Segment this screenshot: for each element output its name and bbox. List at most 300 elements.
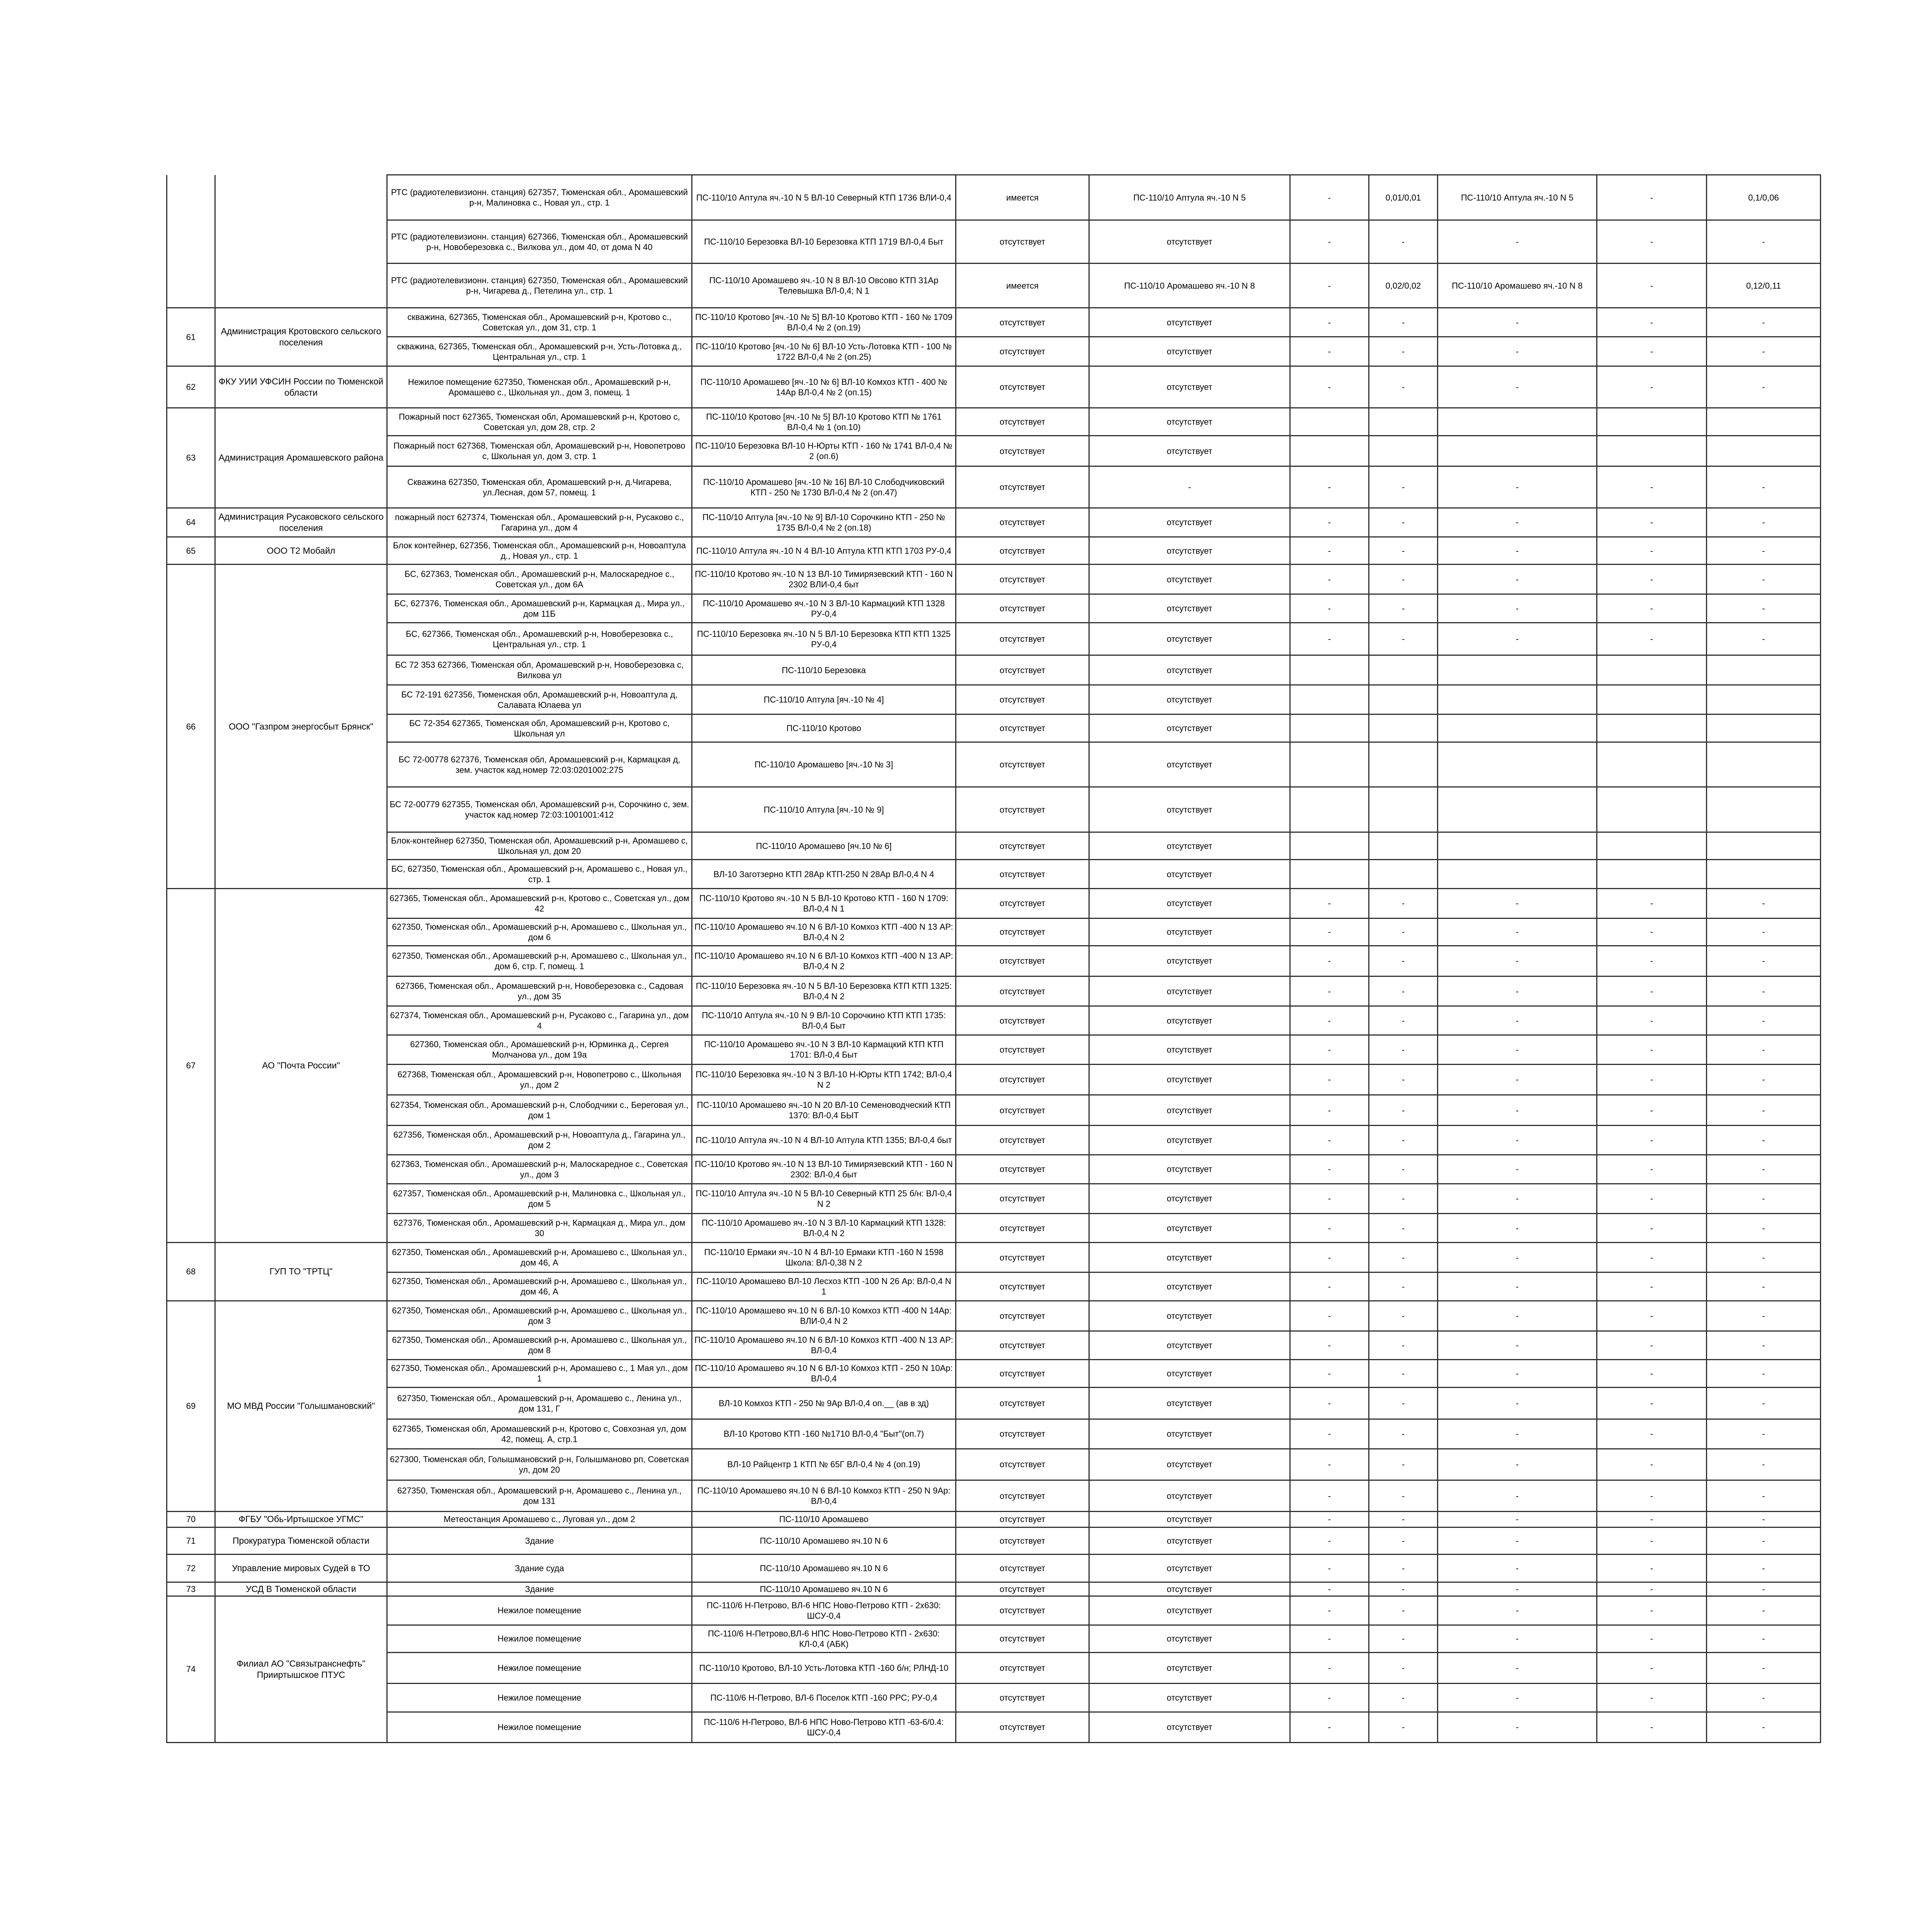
status-1-cell: отсутствует bbox=[956, 1272, 1089, 1301]
table-row bbox=[167, 1006, 1821, 1035]
supply-point-2-cell bbox=[1438, 655, 1597, 685]
power-source-cell: ПС-110/10 Аптула яч.-10 N 4 ВЛ-10 Аптула КТП КТП 1703 РУ-0,4 bbox=[692, 537, 956, 565]
supply-point-1-cell: отсутствует bbox=[1089, 366, 1290, 408]
supply-point-1-cell: отсутствует bbox=[1089, 742, 1290, 787]
value-1-cell: - bbox=[1290, 565, 1369, 594]
value-4-cell: - bbox=[1707, 366, 1821, 408]
status-1-cell: отсутствует bbox=[956, 1184, 1089, 1214]
power-source-cell: ПС-110/10 Аромашево яч.10 N 6 ВЛ-10 Комхоз КТП -400 N 13 АР: ВЛ-0,4 N 2 bbox=[692, 946, 956, 976]
power-source-cell: ПС-110/10 Аромашево яч.10 N 6 bbox=[692, 1555, 956, 1582]
value-4-cell: - bbox=[1707, 1449, 1821, 1480]
value-1-cell: - bbox=[1290, 1064, 1369, 1095]
object-address-cell: Здание bbox=[387, 1527, 692, 1554]
value-2-cell: - bbox=[1369, 1527, 1438, 1554]
value-1-cell bbox=[1290, 860, 1369, 889]
object-address-cell: Пожарный пост 627368, Тюменская обл, Аромашевский р-н, Новопетрово с, Школьная ул, дом 3, стр. 1 bbox=[387, 436, 692, 466]
supply-point-1-cell: отсутствует bbox=[1089, 436, 1290, 466]
supply-point-2-cell: - bbox=[1438, 537, 1597, 565]
supply-point-1-cell: отсутствует bbox=[1089, 337, 1290, 366]
table-row bbox=[167, 860, 1821, 889]
value-2-cell: - bbox=[1369, 1625, 1438, 1652]
object-address-cell: скважина, 627365, Тюменская обл., Аромашевский р-н, Усть-Лотовка д., Центральная ул., стр. 1 bbox=[387, 337, 692, 366]
status-1-cell: отсутствует bbox=[956, 860, 1089, 889]
object-address-cell: Нежилое помещение bbox=[387, 1652, 692, 1684]
power-source-cell: ПС-110/10 Кротово [яч.-10 № 6] ВЛ-10 Усть-Лотовка КТП - 100 № 1722 ВЛ-0,4 № 2 (оп.25) bbox=[692, 337, 956, 366]
value-1-cell: - bbox=[1290, 466, 1369, 508]
value-2-cell: - bbox=[1369, 1006, 1438, 1035]
power-source-cell: ПС-110/10 Березовка яч.-10 N 5 ВЛ-10 Березовка КТП КТП 1325 РУ-0,4 bbox=[692, 623, 956, 655]
power-source-cell: ПС-110/10 Аптула яч.-10 N 5 ВЛ-10 Северный КТП 1736 ВЛИ-0,4 bbox=[692, 175, 956, 220]
object-address-cell: 627350, Тюменская обл., Аромашевский р-н, Аромашево с., Школьная ул., дом 46, А bbox=[387, 1272, 692, 1301]
value-2-cell bbox=[1369, 685, 1438, 714]
value-2-cell bbox=[1369, 655, 1438, 685]
value-1-cell: - bbox=[1290, 1625, 1369, 1652]
table-row bbox=[167, 1035, 1821, 1065]
supply-point-2-cell: - bbox=[1438, 946, 1597, 976]
value-2-cell: - bbox=[1369, 1596, 1438, 1625]
power-source-cell: ПС-110/10 Аптула [яч.-10 № 4] bbox=[692, 685, 956, 714]
power-source-cell: ПС-110/10 Аромашево [яч.10 № 6] bbox=[692, 832, 956, 860]
supply-point-1-cell: отсутствует bbox=[1089, 1095, 1290, 1126]
supply-point-2-cell: - bbox=[1438, 1652, 1597, 1684]
object-address-cell: Блок-контейнер 627350, Тюменская обл, Аромашевский р-н, Аромашево с, Школьная ул, дом 20 bbox=[387, 832, 692, 860]
power-source-cell: ПС-110/10 Аромашево яч.-10 N 3 ВЛ-10 Кармацкий КТП 1328: ВЛ-0,4 N 2 bbox=[692, 1213, 956, 1243]
value-3-cell: - bbox=[1597, 1095, 1707, 1126]
value-3-cell: - bbox=[1597, 1243, 1707, 1272]
value-1-cell: - bbox=[1290, 1449, 1369, 1480]
organization-name: Прокуратура Тюменской области bbox=[215, 1527, 387, 1554]
organization-name: Администрация Аромашевского района bbox=[215, 408, 387, 508]
supply-point-1-cell: отсутствует bbox=[1089, 1652, 1290, 1684]
supply-point-1-cell: отсутствует bbox=[1089, 1388, 1290, 1419]
table-row bbox=[167, 565, 1821, 594]
value-4-cell bbox=[1707, 408, 1821, 436]
supply-point-1-cell: отсутствует bbox=[1089, 1582, 1290, 1596]
supply-point-1-cell: отсутствует bbox=[1089, 787, 1290, 832]
value-4-cell: - bbox=[1707, 946, 1821, 976]
value-2-cell: - bbox=[1369, 1243, 1438, 1272]
value-1-cell bbox=[1290, 436, 1369, 466]
supply-point-1-cell: отсутствует bbox=[1089, 1331, 1290, 1360]
status-1-cell: отсутствует bbox=[956, 1582, 1089, 1596]
power-source-cell: ПС-110/10 Аромашево [яч.-10 № 3] bbox=[692, 742, 956, 787]
object-address-cell: 627376, Тюменская обл., Аромашевский р-н, Кармацкая д., Мира ул., дом 30 bbox=[387, 1213, 692, 1243]
table-row bbox=[167, 1331, 1821, 1360]
value-1-cell bbox=[1290, 714, 1369, 742]
status-1-cell: отсутствует bbox=[956, 1155, 1089, 1184]
table-row bbox=[167, 1388, 1821, 1419]
status-1-cell: отсутствует bbox=[956, 337, 1089, 366]
table-row bbox=[167, 1449, 1821, 1480]
organization-name: АО "Почта России" bbox=[215, 889, 387, 1243]
status-1-cell: отсутствует bbox=[956, 918, 1089, 946]
value-4-cell: - bbox=[1707, 1006, 1821, 1035]
supply-point-1-cell: отсутствует bbox=[1089, 1511, 1290, 1527]
value-1-cell: - bbox=[1290, 1480, 1369, 1512]
table-row bbox=[167, 594, 1821, 623]
supply-point-1-cell: отсутствует bbox=[1089, 1684, 1290, 1712]
table-row bbox=[167, 1527, 1821, 1554]
power-source-cell: ПС-110/10 Кротово [яч.-10 № 5] ВЛ-10 Кротово КТП № 1761 ВЛ-0,4 № 1 (оп.10) bbox=[692, 408, 956, 436]
supply-point-2-cell: - bbox=[1438, 918, 1597, 946]
value-3-cell: - bbox=[1597, 623, 1707, 655]
value-2-cell: - bbox=[1369, 337, 1438, 366]
value-4-cell: - bbox=[1707, 1652, 1821, 1684]
supply-point-1-cell: отсутствует bbox=[1089, 685, 1290, 714]
supply-point-1-cell: отсутствует bbox=[1089, 1359, 1290, 1388]
value-3-cell: - bbox=[1597, 220, 1707, 263]
object-address-cell: РТС (радиотелевизионн. станция) 627357, Тюменская обл., Аромашевский р-н, Малиновка с., Новая ул., стр. 1 bbox=[387, 175, 692, 220]
value-4-cell: - bbox=[1707, 1596, 1821, 1625]
power-source-cell: ПС-110/6 Н-Петрово, ВЛ-6 НПС Ново-Петрово КТП -63-6/0.4: ШСУ-0,4 bbox=[692, 1712, 956, 1742]
supply-point-1-cell: отсутствует bbox=[1089, 1480, 1290, 1512]
object-address-cell: Метеостанция Аромашево с., Луговая ул., дом 2 bbox=[387, 1511, 692, 1527]
value-2-cell: - bbox=[1369, 946, 1438, 976]
table-row bbox=[167, 1555, 1821, 1582]
value-2-cell: - bbox=[1369, 594, 1438, 623]
value-3-cell: - bbox=[1597, 1652, 1707, 1684]
table-row bbox=[167, 1184, 1821, 1214]
object-address-cell: Нежилое помещение bbox=[387, 1625, 692, 1652]
table-row bbox=[167, 655, 1821, 685]
object-address-cell: скважина, 627365, Тюменская обл., Аромашевский р-н, Кротово с., Советская ул., дом 31, стр. 1 bbox=[387, 308, 692, 337]
power-source-cell: ПС-110/10 Аромашево ВЛ-10 Лесхоз КТП -100 N 26 Ар: ВЛ-0,4 N 1 bbox=[692, 1272, 956, 1301]
supply-point-2-cell: - bbox=[1438, 1511, 1597, 1527]
value-4-cell: - bbox=[1707, 1184, 1821, 1214]
supply-point-2-cell bbox=[1438, 685, 1597, 714]
supply-point-2-cell: - bbox=[1438, 976, 1597, 1006]
value-1-cell: - bbox=[1290, 623, 1369, 655]
row-number bbox=[167, 175, 215, 308]
power-source-cell: ПС-110/10 Кротово яч.-10 N 5 ВЛ-10 Кротово КТП - 160 N 1709: ВЛ-0,4 N 1 bbox=[692, 889, 956, 919]
data-table bbox=[166, 174, 1821, 1743]
object-address-cell: Блок контейнер, 627356, Тюменская обл., Аромашевский р-н, Новоаптула д., Новая ул., стр. 1 bbox=[387, 537, 692, 565]
value-1-cell: - bbox=[1290, 1652, 1369, 1684]
value-2-cell: - bbox=[1369, 1155, 1438, 1184]
object-address-cell: 627350, Тюменская обл., Аромашевский р-н, Аромашево с., Ленина ул., дом 131, Г bbox=[387, 1388, 692, 1419]
value-3-cell: - bbox=[1597, 1555, 1707, 1582]
row-number: 67 bbox=[167, 889, 215, 1243]
value-1-cell: - bbox=[1290, 976, 1369, 1006]
status-1-cell: отсутствует bbox=[956, 366, 1089, 408]
organization-name bbox=[215, 175, 387, 308]
value-4-cell: - bbox=[1707, 1511, 1821, 1527]
supply-point-2-cell: - bbox=[1438, 1449, 1597, 1480]
status-1-cell: отсутствует bbox=[956, 1388, 1089, 1419]
value-3-cell: - bbox=[1597, 1125, 1707, 1155]
table-row bbox=[167, 623, 1821, 655]
status-1-cell: отсутствует bbox=[956, 1480, 1089, 1512]
value-2-cell: - bbox=[1369, 366, 1438, 408]
supply-point-1-cell: отсутствует bbox=[1089, 1555, 1290, 1582]
power-source-cell: ПС-110/10 Кротово яч.-10 N 13 ВЛ-10 Тимирязевский КТП - 160 N 2302: ВЛ-0,4 быт bbox=[692, 1155, 956, 1184]
value-1-cell: - bbox=[1290, 1359, 1369, 1388]
power-source-cell: ПС-110/10 Аромашево яч.-10 N 3 ВЛ-10 Кармацкий КТП 1328 РУ-0,4 bbox=[692, 594, 956, 623]
row-number: 74 bbox=[167, 1596, 215, 1742]
object-address-cell: 627354, Тюменская обл., Аромашевский р-н, Слободчики с., Береговая ул., дом 1 bbox=[387, 1095, 692, 1126]
value-2-cell bbox=[1369, 742, 1438, 787]
status-1-cell: отсутствует bbox=[956, 623, 1089, 655]
object-address-cell: 627350, Тюменская обл., Аромашевский р-н, Аромашево с., Школьная ул., дом 6 bbox=[387, 918, 692, 946]
object-address-cell: Пожарный пост 627365, Тюменская обл, Аромашевский р-н, Кротово с, Советская ул, дом 28, стр. 2 bbox=[387, 408, 692, 436]
table-row bbox=[167, 946, 1821, 976]
value-1-cell: - bbox=[1290, 1155, 1369, 1184]
row-number: 61 bbox=[167, 308, 215, 366]
supply-point-2-cell: - bbox=[1438, 1388, 1597, 1419]
supply-point-2-cell: - bbox=[1438, 1095, 1597, 1126]
value-3-cell: - bbox=[1597, 1625, 1707, 1652]
power-source-cell: ПС-110/10 Аптула яч.-10 N 5 ВЛ-10 Северный КТП 25 б/н: ВЛ-0,4 N 2 bbox=[692, 1184, 956, 1214]
supply-point-2-cell bbox=[1438, 436, 1597, 466]
table-row bbox=[167, 263, 1821, 308]
value-1-cell: - bbox=[1290, 1582, 1369, 1596]
power-source-cell: ПС-110/10 Аромашево яч.-10 N 8 ВЛ-10 Овсово КТП 31Ар Телевышка ВЛ-0,4; N 1 bbox=[692, 263, 956, 308]
object-address-cell: 627366, Тюменская обл., Аромашевский р-н, Новоберезовка с., Садовая ул., дом 35 bbox=[387, 976, 692, 1006]
status-1-cell: отсутствует bbox=[956, 1006, 1089, 1035]
table-row bbox=[167, 1125, 1821, 1155]
value-2-cell: - bbox=[1369, 889, 1438, 919]
supply-point-2-cell bbox=[1438, 408, 1597, 436]
value-2-cell: - bbox=[1369, 537, 1438, 565]
status-1-cell: отсутствует bbox=[956, 787, 1089, 832]
value-2-cell: - bbox=[1369, 1184, 1438, 1214]
supply-point-1-cell: отсутствует bbox=[1089, 832, 1290, 860]
organization-name: Администрация Кротовского сельского поселения bbox=[215, 308, 387, 366]
status-1-cell: имеется bbox=[956, 175, 1089, 220]
value-4-cell: - bbox=[1707, 337, 1821, 366]
value-1-cell: - bbox=[1290, 1095, 1369, 1126]
supply-point-2-cell: - bbox=[1438, 1625, 1597, 1652]
value-3-cell: - bbox=[1597, 508, 1707, 537]
value-4-cell bbox=[1707, 787, 1821, 832]
supply-point-2-cell: - bbox=[1438, 1272, 1597, 1301]
value-4-cell bbox=[1707, 832, 1821, 860]
supply-point-2-cell: - bbox=[1438, 308, 1597, 337]
status-1-cell: отсутствует bbox=[956, 1331, 1089, 1360]
value-4-cell: - bbox=[1707, 1527, 1821, 1554]
supply-point-2-cell: - bbox=[1438, 1064, 1597, 1095]
object-address-cell: 627350, Тюменская обл., Аромашевский р-н, Аромашево с., Школьная ул., дом 46, А bbox=[387, 1243, 692, 1272]
power-source-cell: ПС-110/10 Аромашево яч.10 N 6 ВЛ-10 Комхоз КТП - 250 N 9Ар: ВЛ-0,4 bbox=[692, 1480, 956, 1512]
value-4-cell bbox=[1707, 655, 1821, 685]
supply-point-2-cell bbox=[1438, 860, 1597, 889]
status-1-cell: отсутствует bbox=[956, 1419, 1089, 1449]
value-1-cell: - bbox=[1290, 1184, 1369, 1214]
value-1-cell: - bbox=[1290, 1388, 1369, 1419]
value-1-cell: - bbox=[1290, 1419, 1369, 1449]
value-4-cell: - bbox=[1707, 918, 1821, 946]
table-row bbox=[167, 220, 1821, 263]
supply-point-2-cell: ПС-110/10 Аптула яч.-10 N 5 bbox=[1438, 175, 1597, 220]
value-2-cell: - bbox=[1369, 1064, 1438, 1095]
power-source-cell: ВЛ-10 Кротово КТП -160 №1710 ВЛ-0,4 "Быт"(оп.7) bbox=[692, 1419, 956, 1449]
value-2-cell: - bbox=[1369, 308, 1438, 337]
value-4-cell: - bbox=[1707, 1480, 1821, 1512]
value-2-cell: - bbox=[1369, 508, 1438, 537]
value-3-cell: - bbox=[1597, 1359, 1707, 1388]
supply-point-1-cell: отсутствует bbox=[1089, 1213, 1290, 1243]
table-row bbox=[167, 1480, 1821, 1512]
value-2-cell: - bbox=[1369, 918, 1438, 946]
supply-point-2-cell: - bbox=[1438, 1684, 1597, 1712]
power-source-cell: ПС-110/10 Березовка ВЛ-10 Березовка КТП 1719 ВЛ-0,4 Быт bbox=[692, 220, 956, 263]
organization-name: УСД В Тюменской области bbox=[215, 1582, 387, 1596]
supply-point-2-cell: - bbox=[1438, 366, 1597, 408]
power-source-cell: ПС-110/10 Кротово bbox=[692, 714, 956, 742]
value-4-cell: - bbox=[1707, 565, 1821, 594]
table-row bbox=[167, 976, 1821, 1006]
organization-name: ФГБУ "Обь-Иртышское УГМС" bbox=[215, 1511, 387, 1527]
value-1-cell: - bbox=[1290, 1712, 1369, 1742]
status-1-cell: отсутствует bbox=[956, 1359, 1089, 1388]
value-2-cell: - bbox=[1369, 1331, 1438, 1360]
status-1-cell: отсутствует bbox=[956, 220, 1089, 263]
table-row bbox=[167, 1625, 1821, 1652]
supply-point-2-cell: - bbox=[1438, 220, 1597, 263]
supply-point-1-cell: отсутствует bbox=[1089, 1712, 1290, 1742]
status-1-cell: отсутствует bbox=[956, 1652, 1089, 1684]
value-4-cell: - bbox=[1707, 1243, 1821, 1272]
value-3-cell: - bbox=[1597, 1301, 1707, 1331]
object-address-cell: 627368, Тюменская обл., Аромашевский р-н, Новопетрово с., Школьная ул., дом 2 bbox=[387, 1064, 692, 1095]
row-number: 68 bbox=[167, 1243, 215, 1301]
supply-point-1-cell: отсутствует bbox=[1089, 220, 1290, 263]
power-source-cell: ПС-110/10 Аптула [яч.-10 № 9] bbox=[692, 787, 956, 832]
value-1-cell: - bbox=[1290, 1555, 1369, 1582]
value-4-cell: - bbox=[1707, 1272, 1821, 1301]
value-4-cell: - bbox=[1707, 1155, 1821, 1184]
table-row bbox=[167, 1155, 1821, 1184]
value-3-cell: - bbox=[1597, 889, 1707, 919]
supply-point-2-cell: - bbox=[1438, 337, 1597, 366]
object-address-cell: 627350, Тюменская обл., Аромашевский р-н, Аромашево с., Ленина ул., дом 131 bbox=[387, 1480, 692, 1512]
organization-name: ФКУ УИИ УФСИН России по Тюменской области bbox=[215, 366, 387, 408]
value-3-cell bbox=[1597, 408, 1707, 436]
supply-point-1-cell: отсутствует bbox=[1089, 565, 1290, 594]
value-4-cell bbox=[1707, 742, 1821, 787]
value-4-cell: - bbox=[1707, 308, 1821, 337]
value-1-cell: - bbox=[1290, 1596, 1369, 1625]
value-4-cell: - bbox=[1707, 1388, 1821, 1419]
object-address-cell: БС 72-00779 627355, Тюменская обл, Аромашевский р-н, Сорочкино с, зем. участок кад.номер 72:03:1001001:412 bbox=[387, 787, 692, 832]
value-2-cell: - bbox=[1369, 1684, 1438, 1712]
row-number: 70 bbox=[167, 1511, 215, 1527]
value-2-cell: - bbox=[1369, 1388, 1438, 1419]
value-3-cell: - bbox=[1597, 1419, 1707, 1449]
supply-point-1-cell: отсутствует bbox=[1089, 860, 1290, 889]
table-row bbox=[167, 337, 1821, 366]
supply-point-2-cell: - bbox=[1438, 565, 1597, 594]
value-2-cell: 0,01/0,01 bbox=[1369, 175, 1438, 220]
value-3-cell: - bbox=[1597, 537, 1707, 565]
supply-point-1-cell: отсутствует bbox=[1089, 308, 1290, 337]
value-1-cell: - bbox=[1290, 1243, 1369, 1272]
object-address-cell: 627350, Тюменская обл., Аромашевский р-н, Аромашево с., Школьная ул., дом 3 bbox=[387, 1301, 692, 1331]
table-row bbox=[167, 1582, 1821, 1596]
value-1-cell: - bbox=[1290, 366, 1369, 408]
value-1-cell: - bbox=[1290, 1213, 1369, 1243]
supply-point-2-cell: - bbox=[1438, 1301, 1597, 1331]
table-row bbox=[167, 742, 1821, 787]
supply-point-1-cell: отсутствует bbox=[1089, 976, 1290, 1006]
supply-point-2-cell: - bbox=[1438, 623, 1597, 655]
value-3-cell: - bbox=[1597, 976, 1707, 1006]
table-row bbox=[167, 1064, 1821, 1095]
supply-point-2-cell: - bbox=[1438, 1035, 1597, 1065]
value-1-cell: - bbox=[1290, 1684, 1369, 1712]
supply-point-1-cell: отсутствует bbox=[1089, 1006, 1290, 1035]
table-row bbox=[167, 1272, 1821, 1301]
value-3-cell: - bbox=[1597, 308, 1707, 337]
status-1-cell: отсутствует bbox=[956, 1511, 1089, 1527]
table-row bbox=[167, 832, 1821, 860]
object-address-cell: 627357, Тюменская обл., Аромашевский р-н, Малиновка с., Школьная ул., дом 5 bbox=[387, 1184, 692, 1214]
supply-point-2-cell: - bbox=[1438, 1213, 1597, 1243]
table-row bbox=[167, 1652, 1821, 1684]
value-4-cell bbox=[1707, 436, 1821, 466]
value-3-cell: - bbox=[1597, 918, 1707, 946]
value-3-cell: - bbox=[1597, 1582, 1707, 1596]
object-address-cell: Здание bbox=[387, 1582, 692, 1596]
supply-point-1-cell: отсутствует bbox=[1089, 1272, 1290, 1301]
object-address-cell: БС 72-354 627365, Тюменская обл, Аромашевский р-н, Кротово с, Школьная ул bbox=[387, 714, 692, 742]
value-2-cell: - bbox=[1369, 1449, 1438, 1480]
value-3-cell: - bbox=[1597, 565, 1707, 594]
status-1-cell: отсутствует bbox=[956, 1555, 1089, 1582]
table-row bbox=[167, 1095, 1821, 1126]
organization-name: ООО "Газпром энергосбыт Брянск" bbox=[215, 565, 387, 889]
value-3-cell: - bbox=[1597, 1035, 1707, 1065]
value-3-cell: - bbox=[1597, 1712, 1707, 1742]
object-address-cell: 627356, Тюменская обл., Аромашевский р-н, Новоаптула д., Гагарина ул., дом 2 bbox=[387, 1125, 692, 1155]
value-4-cell: - bbox=[1707, 623, 1821, 655]
status-1-cell: отсутствует bbox=[956, 1213, 1089, 1243]
status-1-cell: отсутствует bbox=[956, 976, 1089, 1006]
power-source-cell: ПС-110/10 Кротово яч.-10 N 13 ВЛ-10 Тимирязевский КТП - 160 N 2302 ВЛИ-0,4 быт bbox=[692, 565, 956, 594]
object-address-cell: 627300, Тюменская обл, Голышмановский р-н, Голышманово рп, Советская ул, дом 20 bbox=[387, 1449, 692, 1480]
value-4-cell: - bbox=[1707, 1095, 1821, 1126]
supply-point-2-cell: - bbox=[1438, 466, 1597, 508]
status-1-cell: отсутствует bbox=[956, 466, 1089, 508]
supply-point-2-cell: - bbox=[1438, 594, 1597, 623]
object-address-cell: Нежилое помещение bbox=[387, 1684, 692, 1712]
power-source-cell: ПС-110/10 Аптула яч.-10 N 9 ВЛ-10 Сорочкино КТП КТП 1735: ВЛ-0,4 Быт bbox=[692, 1006, 956, 1035]
value-2-cell: - bbox=[1369, 1511, 1438, 1527]
supply-point-1-cell: ПС-110/10 Аптула яч.-10 N 5 bbox=[1089, 175, 1290, 220]
status-1-cell: отсутствует bbox=[956, 1684, 1089, 1712]
object-address-cell: БС, 627366, Тюменская обл., Аромашевский р-н, Новоберезовка с., Центральная ул., стр. 1 bbox=[387, 623, 692, 655]
power-source-cell: ПС-110/6 Н-Петрово, ВЛ-6 Поселок КТП -160 РРС; РУ-0,4 bbox=[692, 1684, 956, 1712]
supply-point-2-cell bbox=[1438, 787, 1597, 832]
power-source-cell: ПС-110/10 Кротово [яч.-10 № 5] ВЛ-10 Кротово КТП - 160 № 1709 ВЛ-0,4 № 2 (оп.19) bbox=[692, 308, 956, 337]
value-2-cell bbox=[1369, 832, 1438, 860]
value-2-cell bbox=[1369, 860, 1438, 889]
power-source-cell: ПС-110/10 Аптула яч.-10 N 4 ВЛ-10 Аптула КТП 1355; ВЛ-0,4 быт bbox=[692, 1125, 956, 1155]
power-source-cell: ПС-110/10 Березовка ВЛ-10 Н-Юрты КТП - 160 № 1741 ВЛ-0,4 № 2 (оп.6) bbox=[692, 436, 956, 466]
status-1-cell: отсутствует bbox=[956, 1449, 1089, 1480]
table-row bbox=[167, 436, 1821, 466]
power-source-cell: ВЛ-10 Комхоз КТП - 250 № 9Ар ВЛ-0,4 оп.__ (ав в зд) bbox=[692, 1388, 956, 1419]
value-1-cell bbox=[1290, 685, 1369, 714]
value-3-cell: - bbox=[1597, 1511, 1707, 1527]
value-3-cell: - bbox=[1597, 1684, 1707, 1712]
value-1-cell: - bbox=[1290, 537, 1369, 565]
status-1-cell: отсутствует bbox=[956, 685, 1089, 714]
value-2-cell: - bbox=[1369, 1359, 1438, 1388]
power-source-cell: ПС-110/10 Аромашево яч.10 N 6 ВЛ-10 Комхоз КТП -400 N 13 АР: ВЛ-0,4 bbox=[692, 1331, 956, 1360]
value-1-cell: - bbox=[1290, 337, 1369, 366]
value-3-cell: - bbox=[1597, 1596, 1707, 1625]
